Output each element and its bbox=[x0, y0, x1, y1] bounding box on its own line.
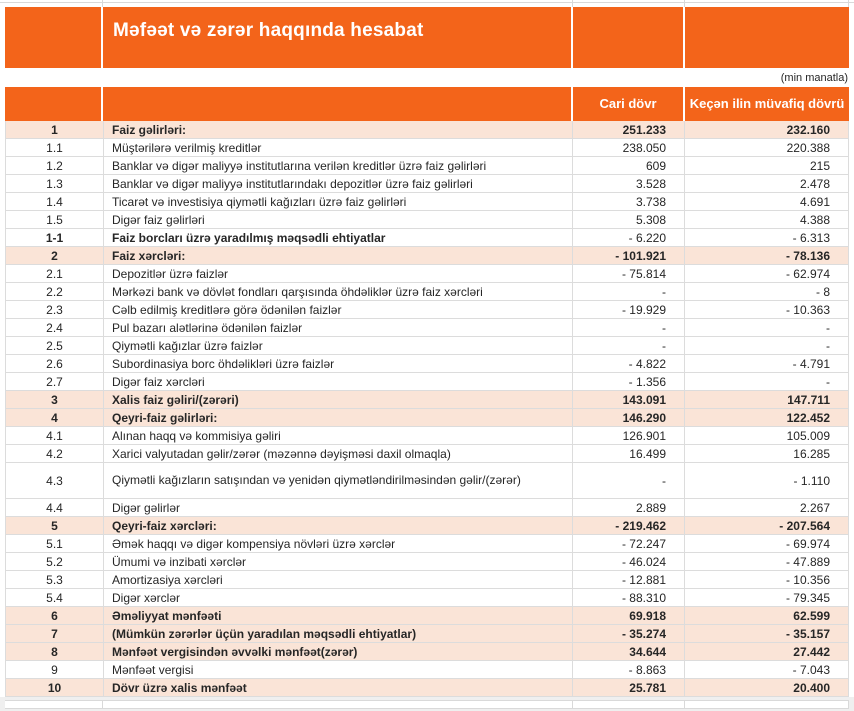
row-label: Digər faiz xərcləri bbox=[104, 373, 573, 390]
report-table bbox=[5, 121, 849, 697]
row-value-previous: - 47.889 bbox=[785, 554, 830, 569]
table-row bbox=[6, 193, 848, 211]
table-row bbox=[6, 319, 848, 337]
row-number: 1.1 bbox=[6, 139, 104, 156]
banner-cell-previous bbox=[685, 7, 849, 68]
row-number: 4.3 bbox=[6, 463, 104, 498]
row-number: 4 bbox=[6, 409, 104, 426]
row-label: Ticarət və investisiya qiymətli kağızları üzrə faiz gəlirləri bbox=[104, 193, 573, 210]
row-value-previous: 147.711 bbox=[787, 392, 830, 407]
table-row bbox=[6, 679, 848, 697]
row-label: Digər gəlirlər bbox=[104, 499, 573, 516]
row-label: Mərkəzi bank və dövlət fondları qarşısında öhdəliklər üzrə faiz xərcləri bbox=[104, 283, 573, 300]
row-value-previous: 232.160 bbox=[786, 122, 830, 137]
row-value-previous: 2.267 bbox=[799, 500, 830, 515]
table-row bbox=[6, 427, 848, 445]
table-row bbox=[6, 391, 848, 409]
gridline-stubs bbox=[5, 0, 849, 7]
spreadsheet-top-margin bbox=[0, 0, 854, 7]
title-banner bbox=[5, 7, 849, 68]
banner-cell-title bbox=[103, 7, 573, 68]
row-value-previous: - 62.974 bbox=[785, 266, 830, 281]
table-row bbox=[6, 283, 848, 301]
row-value-previous: 2.478 bbox=[799, 176, 830, 191]
table-row bbox=[6, 661, 848, 679]
row-value-current: 238.050 bbox=[573, 139, 685, 156]
row-value-current: 126.901 bbox=[573, 427, 685, 444]
row-value-current: - 46.024 bbox=[573, 553, 685, 570]
row-value-current: - bbox=[573, 337, 685, 354]
row-number: 2.2 bbox=[6, 283, 104, 300]
row-number: 9 bbox=[6, 661, 104, 678]
table-row bbox=[6, 517, 848, 535]
row-number: 5.2 bbox=[6, 553, 104, 570]
row-value-previous: - 79.345 bbox=[785, 590, 830, 605]
row-value-current: - 4.822 bbox=[573, 355, 685, 372]
table-row bbox=[6, 463, 848, 499]
table-row bbox=[6, 175, 848, 193]
row-label: Faiz borcları üzrə yaradılmış məqsədli ehtiyatlar bbox=[104, 229, 573, 246]
row-value-current: - 19.929 bbox=[573, 301, 685, 318]
row-label: Müştərilərə verilmiş kreditlər bbox=[104, 139, 573, 156]
row-value-previous: 4.691 bbox=[799, 194, 830, 209]
row-number: 7 bbox=[6, 625, 104, 642]
row-number: 2.4 bbox=[6, 319, 104, 336]
table-row bbox=[6, 445, 848, 463]
table-row bbox=[6, 373, 848, 391]
row-value-current: - 6.220 bbox=[573, 229, 685, 246]
row-value-previous: - 1.110 bbox=[793, 473, 830, 488]
row-label: Dövr üzrə xalis mənfəət bbox=[104, 679, 573, 696]
spreadsheet-bottom-margin bbox=[0, 697, 854, 711]
row-number: 2 bbox=[6, 247, 104, 264]
table-row bbox=[6, 337, 848, 355]
row-label: Faiz xərcləri: bbox=[104, 247, 573, 264]
row-number: 5 bbox=[6, 517, 104, 534]
row-value-current: - 101.921 bbox=[573, 247, 685, 264]
row-number: 6 bbox=[6, 607, 104, 624]
row-value-current: - 72.247 bbox=[573, 535, 685, 552]
banner-cell-current bbox=[573, 7, 685, 68]
row-value-previous: 20.400 bbox=[793, 680, 830, 695]
table-row bbox=[6, 229, 848, 247]
row-number: 1.4 bbox=[6, 193, 104, 210]
table-row bbox=[6, 211, 848, 229]
row-label: Mənfəət vergisindən əvvəlki mənfəət(zərər) bbox=[104, 643, 573, 660]
row-value-previous: - 10.363 bbox=[785, 302, 830, 317]
row-value-current: - 12.881 bbox=[573, 571, 685, 588]
row-label: Əmək haqqı və digər kompensiya növləri üzrə xərclər bbox=[104, 535, 573, 552]
row-number: 2.5 bbox=[6, 337, 104, 354]
row-label: Banklar və digər maliyyə institutlarındakı depozitlər üzrə faiz gəlirləri bbox=[104, 175, 573, 192]
row-value-previous: - 78.136 bbox=[785, 248, 830, 263]
header-current-period: Cari dövr bbox=[573, 87, 685, 121]
row-value-current: - 35.274 bbox=[573, 625, 685, 642]
row-value-previous: 27.442 bbox=[793, 644, 830, 659]
table-row bbox=[6, 265, 848, 283]
row-number: 1-1 bbox=[6, 229, 104, 246]
row-value-current: 609 bbox=[573, 157, 685, 174]
row-value-current: - 8.863 bbox=[573, 661, 685, 678]
row-number: 1.5 bbox=[6, 211, 104, 228]
row-number: 5.3 bbox=[6, 571, 104, 588]
row-number: 2.6 bbox=[6, 355, 104, 372]
table-row bbox=[6, 157, 848, 175]
row-value-previous: - 4.791 bbox=[792, 356, 830, 371]
row-value-current: - 1.356 bbox=[573, 373, 685, 390]
row-value-previous: - bbox=[826, 374, 830, 389]
row-number: 5.4 bbox=[6, 589, 104, 606]
table-row bbox=[6, 625, 848, 643]
row-value-previous: - 7.043 bbox=[792, 662, 830, 677]
row-label: Pul bazarı alətlərinə ödənilən faizlər bbox=[104, 319, 573, 336]
table-row bbox=[6, 301, 848, 319]
header-cell-description bbox=[103, 87, 573, 121]
column-header-row bbox=[5, 87, 849, 121]
row-value-current: - 88.310 bbox=[573, 589, 685, 606]
row-value-previous: 105.009 bbox=[786, 428, 830, 443]
table-row bbox=[6, 643, 848, 661]
row-label: Əməliyyat mənfəəti bbox=[104, 607, 573, 624]
row-value-previous: 122.452 bbox=[786, 410, 830, 425]
row-number: 4.1 bbox=[6, 427, 104, 444]
page-title: Məfəət və zərər haqqında hesabat bbox=[113, 20, 424, 41]
row-number: 2.3 bbox=[6, 301, 104, 318]
row-value-previous: - bbox=[826, 320, 830, 335]
row-value-current: 251.233 bbox=[573, 121, 685, 138]
row-number: 5.1 bbox=[6, 535, 104, 552]
row-number: 4.4 bbox=[6, 499, 104, 516]
row-number: 10 bbox=[6, 679, 104, 696]
header-previous-period: Keçən ilin müvafiq dövrü bbox=[685, 87, 849, 121]
row-value-current: 2.889 bbox=[573, 499, 685, 516]
row-value-previous: - 10.356 bbox=[785, 572, 830, 587]
row-number: 1.2 bbox=[6, 157, 104, 174]
table-row bbox=[6, 589, 848, 607]
empty-row bbox=[5, 700, 849, 709]
table-row bbox=[6, 139, 848, 157]
row-label: Digər faiz gəlirləri bbox=[104, 211, 573, 228]
row-value-previous: - 6.313 bbox=[792, 230, 830, 245]
row-label: Subordinasiya borc öhdəlikləri üzrə faizlər bbox=[104, 355, 573, 372]
row-value-current: 25.781 bbox=[573, 679, 685, 696]
table-row bbox=[6, 247, 848, 265]
row-value-previous: 4.388 bbox=[799, 212, 830, 227]
table-row bbox=[6, 355, 848, 373]
row-value-previous: - 35.157 bbox=[785, 626, 830, 641]
units-strip bbox=[0, 68, 854, 87]
row-label: Mənfəət vergisi bbox=[104, 661, 573, 678]
row-number: 2.7 bbox=[6, 373, 104, 390]
row-value-previous: - 69.974 bbox=[785, 536, 830, 551]
row-value-current: 3.738 bbox=[573, 193, 685, 210]
row-value-previous: - 8 bbox=[815, 284, 830, 299]
row-label: Alınan haqq və kommisiya gəliri bbox=[104, 427, 573, 444]
row-value-current: - 75.814 bbox=[573, 265, 685, 282]
table-row bbox=[6, 535, 848, 553]
row-value-current: 34.644 bbox=[573, 643, 685, 660]
row-value-previous: - bbox=[826, 338, 830, 353]
row-label: Faiz gəlirləri: bbox=[104, 121, 573, 138]
header-cell-number bbox=[5, 87, 103, 121]
row-value-previous: 220.388 bbox=[786, 140, 830, 155]
row-value-current: 3.528 bbox=[573, 175, 685, 192]
row-value-current: - bbox=[573, 463, 685, 498]
units-note: (min manatla) bbox=[780, 71, 848, 84]
row-label: Qiymətli kağızların satışından və yenidən qiymətləndirilməsindən gəlir/(zərər) bbox=[104, 463, 573, 498]
row-label: (Mümkün zərərlər üçün yaradılan məqsədli ehtiyatlar) bbox=[104, 625, 573, 642]
row-value-previous: 215 bbox=[809, 158, 830, 173]
row-number: 8 bbox=[6, 643, 104, 660]
row-value-previous: 62.599 bbox=[793, 608, 830, 623]
row-value-previous: - 207.564 bbox=[779, 518, 830, 533]
row-label: Qiymətli kağızlar üzrə faizlər bbox=[104, 337, 573, 354]
row-label: Depozitlər üzrə faizlər bbox=[104, 265, 573, 282]
row-value-current: - 219.462 bbox=[573, 517, 685, 534]
row-value-current: 143.091 bbox=[573, 391, 685, 408]
row-label: Cəlb edilmiş kreditlərə görə ödənilən faizlər bbox=[104, 301, 573, 318]
row-value-current: 16.499 bbox=[573, 445, 685, 462]
row-number: 2.1 bbox=[6, 265, 104, 282]
row-label: Qeyri-faiz xərcləri: bbox=[104, 517, 573, 534]
table-row bbox=[6, 409, 848, 427]
row-label: Amortizasiya xərcləri bbox=[104, 571, 573, 588]
table-row bbox=[6, 121, 848, 139]
row-value-current: 5.308 bbox=[573, 211, 685, 228]
row-value-current: - bbox=[573, 319, 685, 336]
table-row bbox=[6, 553, 848, 571]
row-value-previous: 16.285 bbox=[793, 446, 830, 461]
row-number: 3 bbox=[6, 391, 104, 408]
row-label: Banklar və digər maliyyə institutlarına verilən kreditlər üzrə faiz gəlirləri bbox=[104, 157, 573, 174]
row-value-current: 146.290 bbox=[573, 409, 685, 426]
row-label: Digər xərclər bbox=[104, 589, 573, 606]
row-value-current: 69.918 bbox=[573, 607, 685, 624]
row-value-current: - bbox=[573, 283, 685, 300]
row-label: Xalis faiz gəliri/(zərəri) bbox=[104, 391, 573, 408]
row-label: Qeyri-faiz gəlirləri: bbox=[104, 409, 573, 426]
table-row bbox=[6, 499, 848, 517]
table-row bbox=[6, 571, 848, 589]
row-label: Ümumi və inzibati xərclər bbox=[104, 553, 573, 570]
banner-cell-number bbox=[5, 7, 103, 68]
row-number: 1.3 bbox=[6, 175, 104, 192]
row-number: 1 bbox=[6, 121, 104, 138]
row-label: Xarici valyutadan gəlir/zərər (məzənnə dəyişməsi daxil olmaqla) bbox=[104, 445, 573, 462]
row-number: 4.2 bbox=[6, 445, 104, 462]
table-row bbox=[6, 607, 848, 625]
